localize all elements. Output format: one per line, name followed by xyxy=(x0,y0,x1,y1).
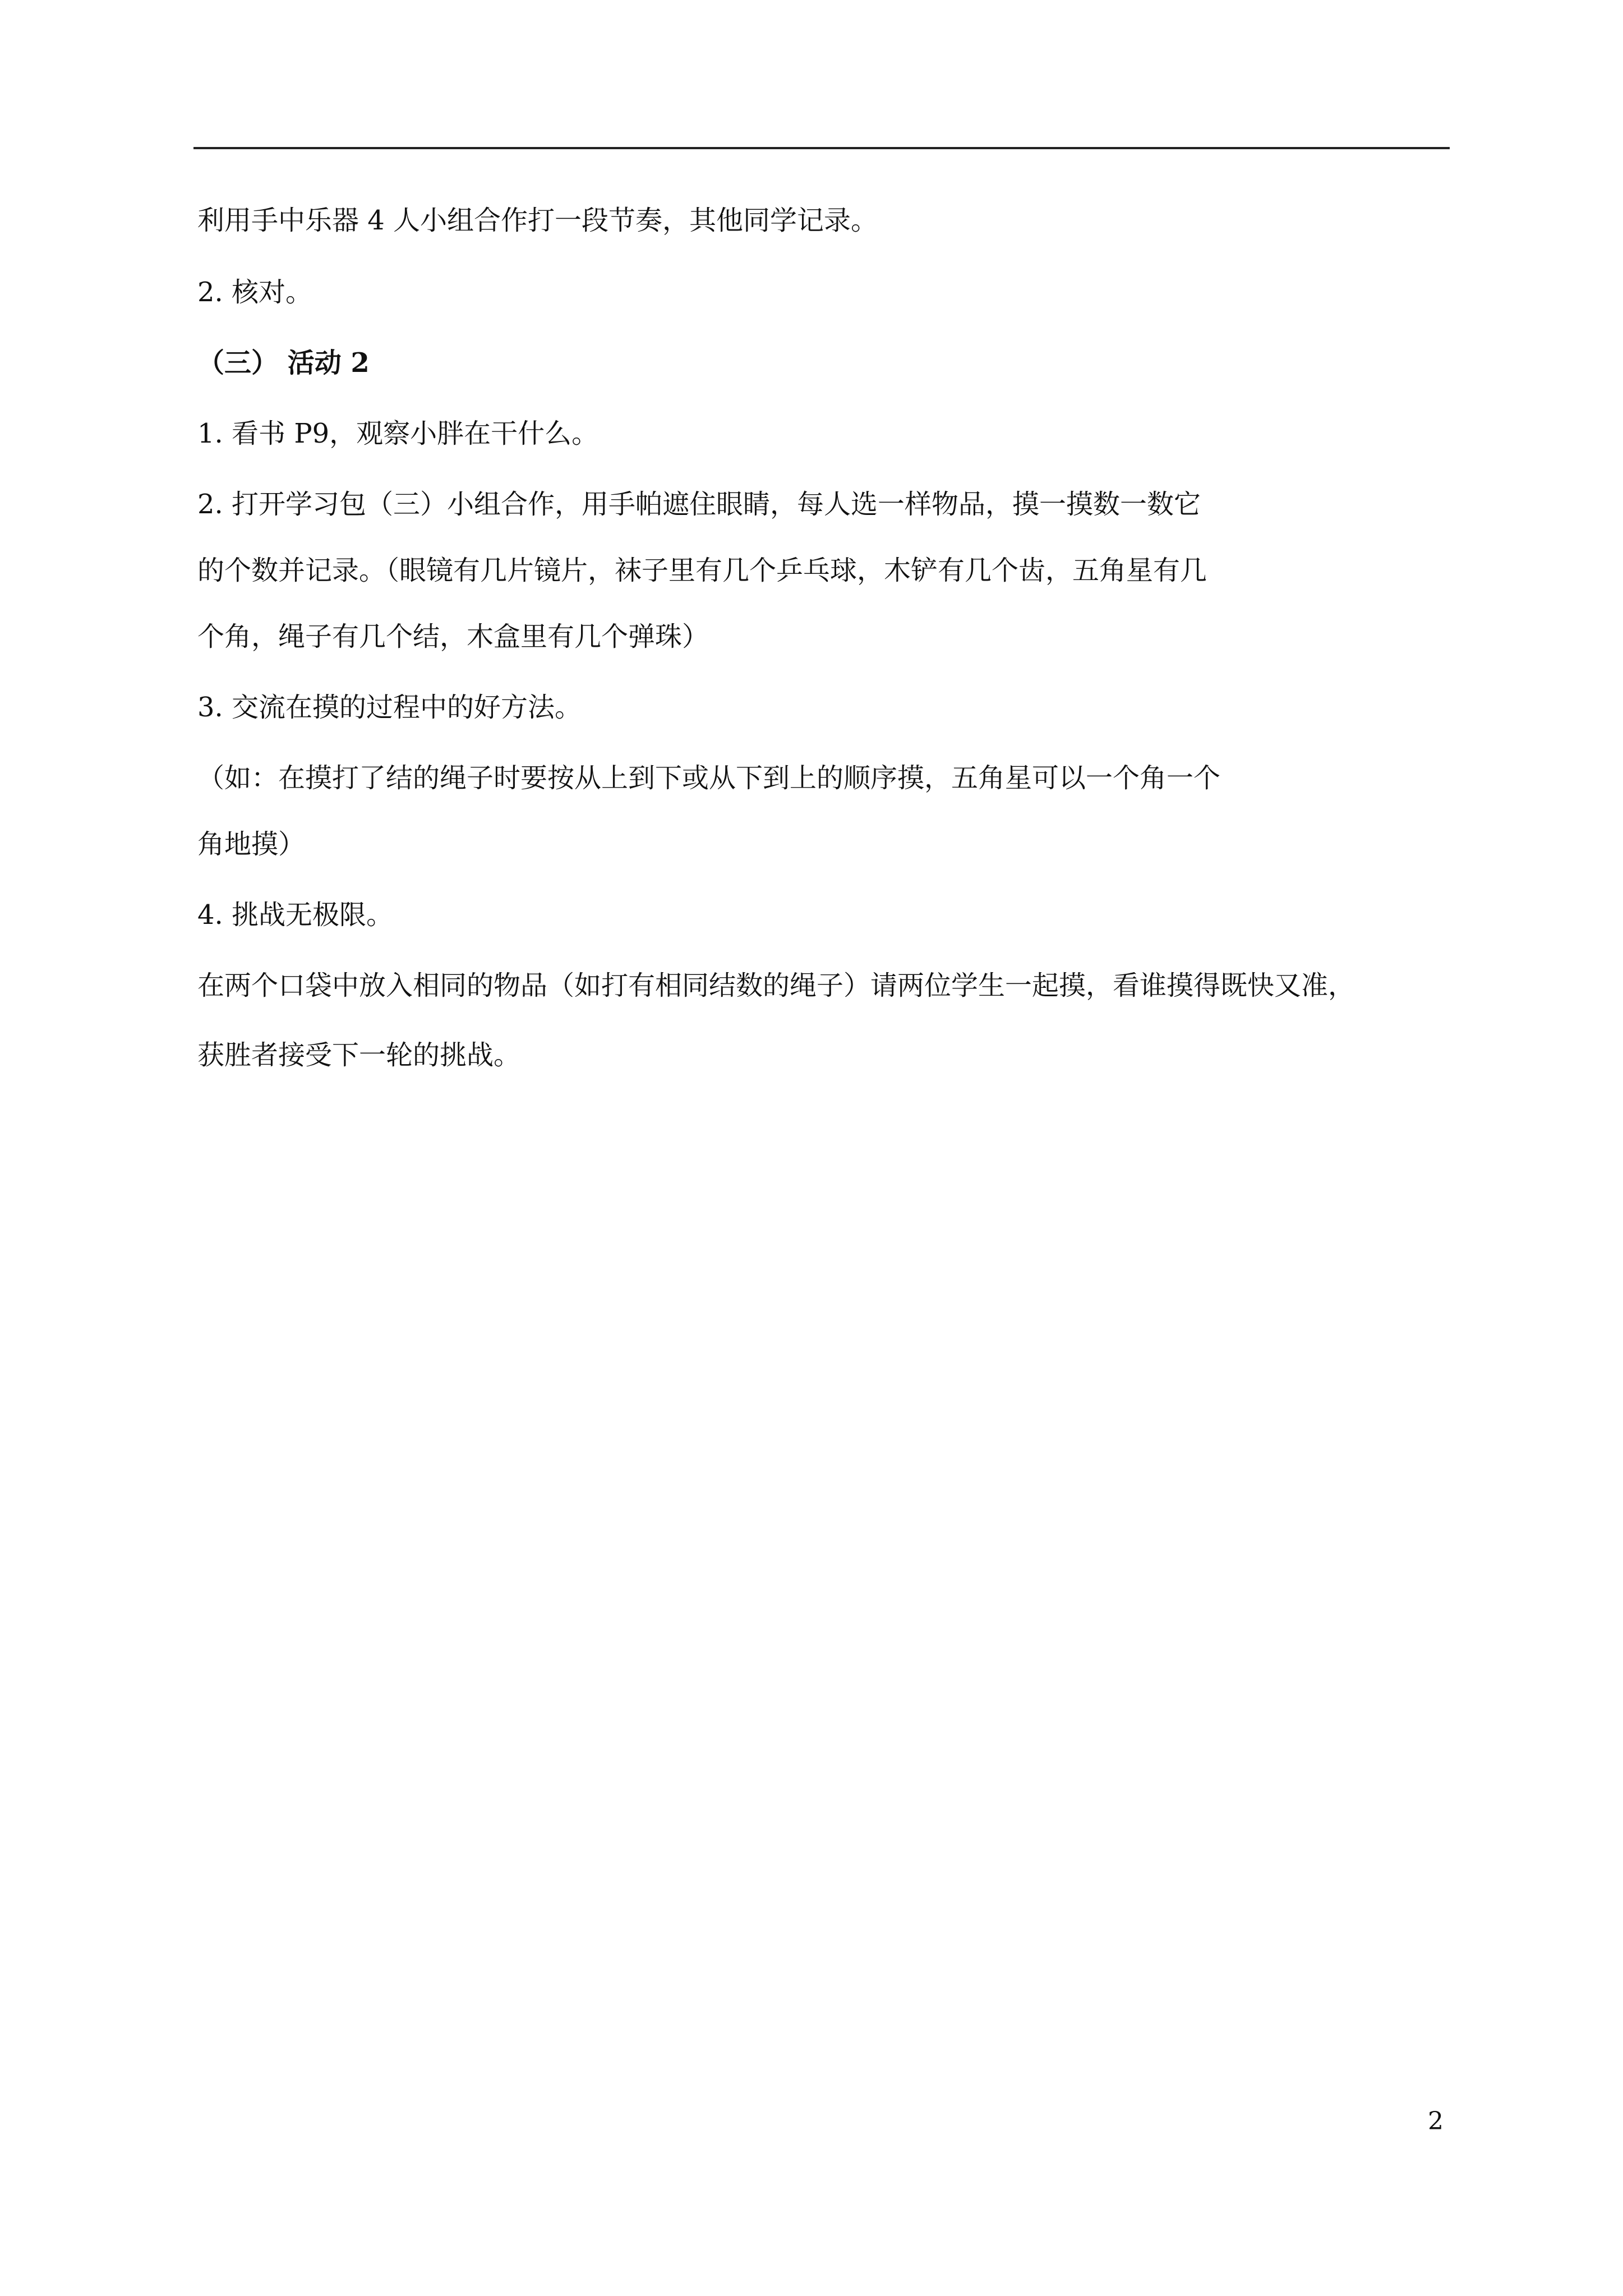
paragraph-line: 角地摸） xyxy=(197,829,306,860)
paragraph-line: 3. 交流在摸的过程中的好方法。 xyxy=(197,692,582,723)
paragraph-line: 个角，绳子有几个结，木盒里有几个弹珠） xyxy=(197,621,709,652)
paragraph-line: 1. 看书 P9，观察小胖在干什么。 xyxy=(197,418,599,449)
section-heading: （三） 活动 2 xyxy=(197,347,370,379)
body-text xyxy=(197,202,1454,1074)
page-number: 2 xyxy=(1428,2107,1444,2136)
paragraph-line: （如：在摸打了结的绳子时要按从上到下或从下到上的顺序摸，五角星可以一个角一个 xyxy=(197,762,1221,794)
paragraph-line: 2. 核对。 xyxy=(197,277,313,308)
header-rule xyxy=(193,147,1450,149)
paragraph-line: 2. 打开学习包（三）小组合作，用手帕遮住眼睛，每人选一样物品，摸一摸数一数它 xyxy=(197,489,1201,520)
paragraph-line: 在两个口袋中放入相同的物品（如打有相同结数的绳子）请两位学生一起摸，看谁摸得既快又准， xyxy=(197,970,1355,1001)
paragraph-line: 获胜者接受下一轮的挑战。 xyxy=(197,1039,521,1071)
paragraph-line: 的个数并记录。（眼镜有几片镜片，袜子里有几个乒乓球，木铲有几个齿，五角星有几 xyxy=(197,555,1207,586)
paragraph-line: 利用手中乐器 4 人小组合作打一段节奏，其他同学记录。 xyxy=(197,205,878,236)
paragraph-line: 4. 挑战无极限。 xyxy=(197,899,394,931)
